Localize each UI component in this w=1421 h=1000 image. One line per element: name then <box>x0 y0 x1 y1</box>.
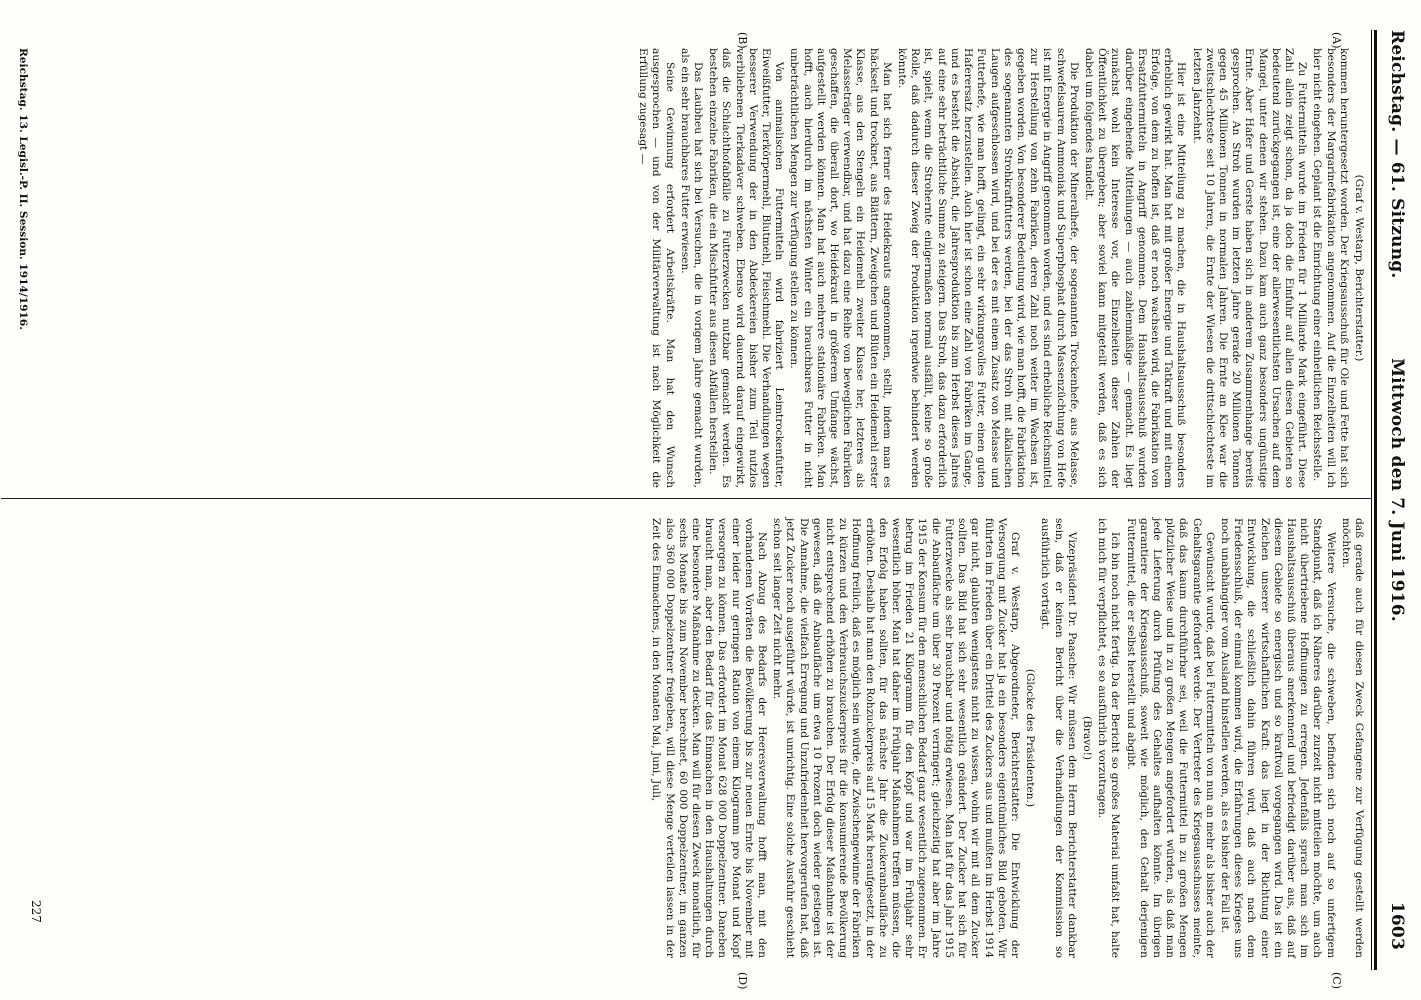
paragraph: Hier ist eine Mitteilung zu machen, die in Haushaltsausschuß besonders erheblich gewirkt hat. Man hat mit großer Energie und Tatkraft und mit einem Erfolge, von dem zu hoffen ist, daß er noch wachsen wird, die Fabrikation von Ersatzfuttermitteln in Angriff genommen. Dem Haushaltsausschuß wurden darüber eingehende Mitteilungen — auch zahlenmäßige — gemacht. Es liegt zunächst wohl kein Interesse vor, die Einzelheiten dieser Zahlen der Öffentlichkeit zu übergeben; aber soviel kann mitgeteilt werden, daß es sich dabei um folgendes handelt. <box>1082 48 1188 488</box>
margin-marker-c: (C) <box>1330 972 1343 989</box>
margin-marker-b: (B) <box>736 32 749 49</box>
paragraph: Weitere Versuche, die schweben, befinden sich noch auf so unfertigem Standpunkt, daß ich Näheres darüber zurzeit nicht mitteilen möchte, um auch nicht übertriebene Hoffnungen zu erregen. Jedenfalls sprach man sich im Haushaltsausschuß überaus anerkennend und befriedigt darüber aus, daß auf diesem Gebiete so energisch und so kraftvoll vorgegangen wird. Das ist ein Zeichen unserer wirtschaftlichen Kraft: das liegt in der Richtung einer Entwicklung, die schließlich dahin führen wird, daß auch nach dem Friedensschluß, der einmal kommen wird, die Erfahrungen dieses Krieges uns noch unabhängiger vom Ausland hinstellen werden, als es bisher der Fall ist. <box>1218 518 1337 958</box>
footer-page-number: 227 <box>29 900 43 923</box>
paragraph: Seine Gewinnung erfordert Arbeitskräfte. Man hat den Wunsch ausgesprochen — und von der Militärverwaltung ist nach Möglichkeit die Erfüllung zugesagt — <box>637 48 676 488</box>
paragraph: Vizepräsident Dr. Paasche: Wir müssen dem Herrn Berichterstatter dankbar sein, daß er keinen Bericht über die Verhandlungen der Kommission so ausführlich vorträgt. <box>1039 518 1078 958</box>
applause-note: (Bravo!) <box>1080 715 1093 761</box>
header-page-number: 1603 <box>1387 901 1407 950</box>
margin-marker-d: (D) <box>736 972 749 990</box>
footer-session-info <box>17 48 29 488</box>
paragraph: Man hat sich ferner des Heidekrauts angenommen, stellt, indem man es häckselt und trocknet, aus Blättern, Zweigchen und Blüten ein Heidemehl erster Klasse, aus den Stengeln ein Heidemehl zweiter Klasse her, letzteres als Melasseträger verwendbar, und hat dazu eine Reihe von beweglichen Fabriken geschaffen, die überall dort, wo Heidekraut in größerem Umfange wächst, aufgestellt werden können. Man hat auch mehrere stationäre Fabriken. Man hofft, auch hierdurch im nächsten Winter ein brauchbares Futter in nicht unbeträchtlichen Mengen zur Verfügung stellen zu können. <box>788 48 893 488</box>
paragraph: Graf v. Westarp, Abgeordneter, Berichterstatter: Die Entwicklung der Versorgung mit Zucker hat ja ein besonders eigentümliches Bild geboten. Wir führten im Frieden über ein Drittel des Zuckers aus und mußten im Herbst 1914 gar nicht, glaubten wenigstens nicht zu wissen, wohin wir mit all dem Zucker sollten. Das Bild hat sich sehr wesentlich geändert. Der Zucker hat sich für Futterzwecke als sehr brauchbar und nötig erwiesen. Man hat für das Jahr 1915 die Anbaufläche um über 30 Prozent verringert; gleichzeitig hat aber im Jahre 1915 der Konsum für den menschlichen Bedarf ganz wesentlich zugenommen. Er betrug im Frieden 21 Kilogramm für den Kopf und war im Frühjahr sehr wesentlich höher. Man hat daher im Frühjahr Maßnahmen treffen müssen, die den Erfolg haben sollten, für das nächste Jahr die Zuckeranbaufläche zu erhöhen. Deshalb hat man den Rohzuckerpreis auf 15 Mark heraufgesetzt, in der Hoffnung freilich, daß es möglich sein würde, die Zwischengewinne der Fabriken zu kürzen und den Verbrauchszuckerpreis für die konsumierende Bevölkerung nicht entsprechend erhöhen zu brauchen. Der Erfolg dieser Maßnahme ist der gewesen, daß die Anbaufläche um etwa 10 Prozent doch wieder gestiegen ist. Die Annahme, die vielfach Erregung und Unzufriedenheit hervorgerufen hat, daß jetzt Zucker noch ausgeführt würde, ist unrichtig. Eine solche Ausfuhr geschieht schon seit langer Zeit nicht mehr. <box>771 518 1021 958</box>
bell-note: (Glocke des Präsidenten.) <box>1024 668 1037 808</box>
paragraph: Ich bin noch nicht fertig. Da der Bericht so großes Material umfaßt hat, halte ich mich für verpflichtet, es so ausführlich vorzutragen. <box>1096 518 1122 958</box>
page-header <box>1381 30 1415 950</box>
paragraph: Gewünscht wurde, daß bei Futtermitteln von nun an mehr als bisher auch der Gehaltsgarantie gefordert werde. Der Vertreter des Kriegsausschusses meinte, daß das kaum durchführbar sei, weil die Futtermittel in zu großen Mengen plötzlicher Weise und in zu großen Mengen angefordert würden, als daß man jede Lieferung durch Prüfung des Gehaltes aufhalten könnte. Im übrigen garantiere der Kriegsausschuß, soweit wie möglich, den Gehalt derjenigen Futtermittel, die er selbst herstellt und abgibt. <box>1124 518 1216 958</box>
speaker-note: (Graf v. Westarp, Berichterstatter.) <box>1353 174 1365 362</box>
header-date: Mittwoch den 7. Juni 1916. <box>1387 358 1407 622</box>
paragraph: kommen heruntergesetzt worden. Der Kriegsausschuß für Ole und Fette hat sich besonders der Margarinefabrikation angenommen. Auf die Einzelheiten will ich hier nicht eingehen. Geplant ist die Einrichtung einer einheitlichen Reichsstelle. <box>1311 48 1350 488</box>
footer-legislature: Reichstag. 13. Legisl.-P. II. Session. 1914/1916. <box>17 48 29 330</box>
margin-marker-a: (A) <box>1330 32 1343 49</box>
paragraph: Die Produktion der Mineralhefe, der sogenannten Trockenhefe, aus Melasse, schwefelsaurem Ammoniak und Superphosphat durch Massenzüchtung von Hefe ist mit Energie in Angriff genommen worden, und es sind erhebliche Reichsmittel zur Herstellung von zehn Fabriken, deren Zahl noch weiter im Wachsen ist, gegeben worden. Von besonderer Bedeutung wird, wie man hofft, die Fabrikation des sogenannten Strohkraftfutters werden, bei der das Stroh mit alkalischen Laugen aufgeschlossen wird, und bei der es mit einem Zusatz von Melasse und Futterhefe, wie man hofft, gelingt, ein sehr wirkungsvolles Futter, einen guten Haferersatz herzustellen. Auch hier ist schon eine Zahl von Fabriken im Gange, und es besteht die Absicht, die Jahresproduktion bis zum Herbst dieses Jahres auf eine sehr beträchtliche Summe zu steigern. Das Stroh, das dazu erforderlich ist, spielt, wenn die Strohernte einigermaßen normal ausfällt, keine so große Rolle, daß dadurch dieser Zweig der Produktion irgendwie behindert werden könnte. <box>896 48 1080 488</box>
column-divider <box>1 498 1371 499</box>
paragraph: daß gerade auch für diesen Zweck Gefangene zur Verfügung gestellt werden möchten. <box>1339 518 1365 958</box>
header-rule-thin <box>1371 30 1372 970</box>
paragraph: Das Laubheu hat sich bei Versuchen, die in vorigem Jahre gemacht wurden, als ein sehr brauchbares Futter erwiesen. <box>678 48 705 488</box>
paragraph: Nach Abzug des Bedarfs der Heeresverwaltung hofft man, mit den vorhandenen Vorräten die Bevölkerung bis zur neuen Ernte bis November mit einer leider nur geringen Ration von einem Kilogramm pro Monat und Kopf versorgen zu können. Das erfordert im Monat 628 000 Doppelzentner. Daneben braucht man, aber den Bedarf für das Einmachen in den Haushaltungen durch eine besondere Maßnahme zu decken. Man will für diesen Zweck monatlich, für sechs Monate bis zum November berechnet, 60 000 Doppelzentner, im ganzen also 360 000 Doppelzentner freigeben, will diese Menge verteilen lassen in der Zeit des Einmachens, in den Monaten Mai, Juni, Juli, <box>650 518 769 958</box>
header-rule <box>1374 30 1377 970</box>
paragraph: Zu Futtermitteln wurde im Frieden für 1 Milliarde Mark eingeführt. Diese Zahl allein zeigt schon, da ja doch die Einfuhr auf allen diesen Gebieten so bedeutend zurückgegangen ist, eine der allerwesentlichsten Ursachen auf dem Mangel, unter denen wir stehen. Dazu kam auch ganz besonders ungünstige Ernte. Aber Hafer und Gerste haben sich in anderem Zusammenhange bereits gesprochen. An Stroh wurden im letzten Jahre gerade 20 Millionen Tonnen gegen 45 Millionen Tonnen in normalen Jahren. Die Ernte an Klee war die zweitschlechteste seit 10 Jahren, die Ernte der Wiesen die drittschlechteste im letzten Jahrzehnt. <box>1190 48 1309 488</box>
left-column <box>634 48 1365 488</box>
paragraph: Von animalischen Futtermitteln wird fabriziert Leimtrockenfutter, Eiweißfutter, Tierkörpermehl, Blutmehl, Fleischmehl. Die Verhandlungen wegen besserer Verwendung der in den Abdeckereien bisher zum Teil nutzlos verbliebenen Tierkadaver schweben. Ebenso wird dauernd darauf eingewirkt, daß die Schlachthofabfälle zu Futterzwecken nutzbar gemacht werden. Es bestehen einzelne Fabriken, die ein Mischfutter aus diesen Abfällen herstellen. <box>707 48 786 488</box>
header-session: Reichstag. — 61. Sitzung. <box>1387 30 1407 279</box>
right-column <box>647 518 1365 958</box>
